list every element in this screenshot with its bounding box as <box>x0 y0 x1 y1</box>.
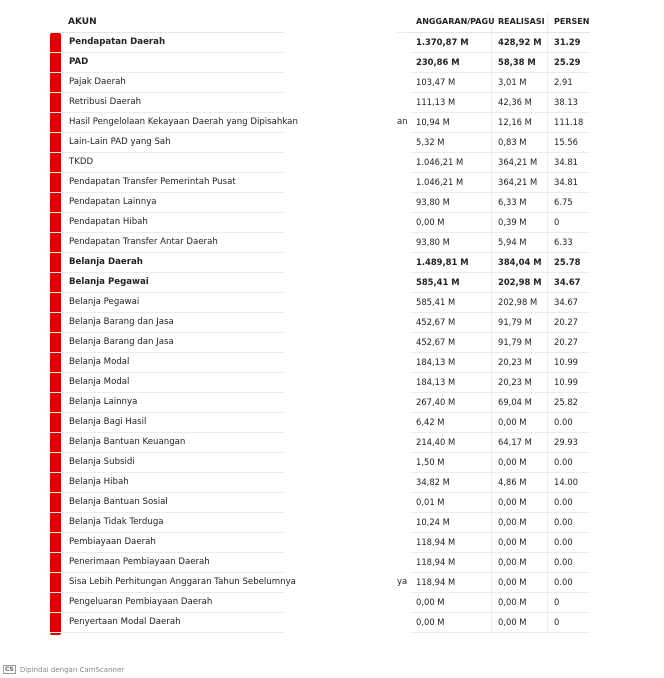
values-list <box>410 33 590 633</box>
values-row <box>410 313 590 333</box>
values-row <box>410 233 590 253</box>
anggaran-cell: 1.046,21 M <box>410 153 492 172</box>
realisasi-cell: 428,92 M <box>492 33 548 52</box>
anggaran-cell: 452,67 M <box>410 313 492 332</box>
values-row <box>410 373 590 393</box>
values-row <box>410 73 590 93</box>
camscanner-logo: CS <box>5 666 14 673</box>
anggaran-cell: 103,47 M <box>410 73 492 92</box>
persen-cell: 2.91 <box>554 77 573 87</box>
persen-cell: 34.67 <box>554 297 578 307</box>
values-row <box>410 533 590 553</box>
akun-row: Belanja Pegawai <box>50 293 284 313</box>
anggaran-cell: 0,00 M <box>410 613 492 632</box>
anggaran-cell: 0,01 M <box>410 493 492 512</box>
anggaran-cell: 93,80 M <box>410 193 492 212</box>
persen-cell: 0 <box>554 597 560 607</box>
values-row <box>410 213 590 233</box>
cropped-text-fragment: an <box>397 116 408 126</box>
persen-cell: 34.81 <box>554 157 578 167</box>
akun-row: Belanja Modal <box>50 373 284 393</box>
values-row <box>410 513 590 533</box>
cropped-text-fragment: ya <box>397 576 408 586</box>
anggaran-header: ANGGARAN/PAGU <box>410 12 492 32</box>
persen-cell: 0.00 <box>554 417 573 427</box>
values-row <box>410 613 590 633</box>
realisasi-cell: 91,79 M <box>492 333 548 352</box>
scanner-footer-text: Dipindai dengan CamScanner <box>19 665 125 674</box>
realisasi-cell: 0,00 M <box>492 613 548 632</box>
akun-row: PAD <box>50 53 284 73</box>
realisasi-cell: 202,98 M <box>492 293 548 312</box>
anggaran-cell: 118,94 M <box>410 533 492 552</box>
realisasi-cell: 0,00 M <box>492 493 548 512</box>
akun-row: Belanja Subsidi <box>50 453 284 473</box>
persen-cell: 0.00 <box>554 517 573 527</box>
persen-cell: 14.00 <box>554 477 578 487</box>
realisasi-cell: 0,00 M <box>492 573 548 592</box>
values-row <box>410 593 590 613</box>
realisasi-cell: 3,01 M <box>492 73 548 92</box>
persen-cell: 34.67 <box>554 277 581 287</box>
akun-row: Pengeluaran Pembiayaan Daerah <box>50 593 284 613</box>
akun-row: Pendapatan Transfer Pemerintah Pusat <box>50 173 284 193</box>
akun-row: Belanja Modal <box>50 353 284 373</box>
anggaran-cell: 1,50 M <box>410 453 492 472</box>
persen-cell: 25.78 <box>554 257 581 267</box>
values-row <box>410 93 590 113</box>
anggaran-cell: 214,40 M <box>410 433 492 452</box>
anggaran-cell: 6,42 M <box>410 413 492 432</box>
values-row <box>410 273 590 293</box>
realisasi-cell: 364,21 M <box>492 173 548 192</box>
realisasi-cell: 69,04 M <box>492 393 548 412</box>
persen-cell: 6.75 <box>554 197 573 207</box>
anggaran-cell: 34,82 M <box>410 473 492 492</box>
realisasi-cell: 0,00 M <box>492 413 548 432</box>
realisasi-cell: 4,86 M <box>492 473 548 492</box>
persen-cell: 31.29 <box>554 37 581 47</box>
akun-row: Belanja Bagi Hasil <box>50 413 284 433</box>
realisasi-cell: 5,94 M <box>492 233 548 252</box>
anggaran-cell: 1.370,87 M <box>410 33 492 52</box>
persen-cell: 0 <box>554 617 560 627</box>
realisasi-cell: 0,39 M <box>492 213 548 232</box>
akun-row: Belanja Hibah <box>50 473 284 493</box>
akun-row: Pendapatan Daerah <box>50 33 284 53</box>
akun-list <box>50 33 298 633</box>
persen-cell: 111.18 <box>554 117 584 127</box>
persen-cell: 38.13 <box>554 97 578 107</box>
values-row <box>410 353 590 373</box>
akun-row: Retribusi Daerah <box>50 93 284 113</box>
persen-cell: 34.81 <box>554 177 578 187</box>
akun-row: Belanja Barang dan Jasa <box>50 333 284 353</box>
anggaran-cell: 267,40 M <box>410 393 492 412</box>
values-row <box>410 493 590 513</box>
values-row <box>410 293 590 313</box>
akun-row: Belanja Bantuan Keuangan <box>50 433 284 453</box>
akun-row: Belanja Daerah <box>50 253 284 273</box>
akun-row: Belanja Lainnya <box>50 393 284 413</box>
realisasi-cell: 0,00 M <box>492 553 548 572</box>
akun-row: Penerimaan Pembiayaan Daerah <box>50 553 284 573</box>
values-row <box>410 33 590 53</box>
anggaran-cell: 452,67 M <box>410 333 492 352</box>
values-row <box>410 53 590 73</box>
persen-cell: 15.56 <box>554 137 578 147</box>
realisasi-cell: 0,00 M <box>492 453 548 472</box>
realisasi-cell: 364,21 M <box>492 153 548 172</box>
persen-cell: 10.99 <box>554 377 578 387</box>
values-row <box>410 333 590 353</box>
realisasi-cell: 202,98 M <box>492 273 548 292</box>
realisasi-cell: 20,23 M <box>492 373 548 392</box>
persen-cell: 0.00 <box>554 537 573 547</box>
anggaran-cell: 111,13 M <box>410 93 492 112</box>
anggaran-cell: 0,00 M <box>410 593 492 612</box>
anggaran-cell: 1.489,81 M <box>410 253 492 272</box>
anggaran-cell: 585,41 M <box>410 273 492 292</box>
anggaran-cell: 1.046,21 M <box>410 173 492 192</box>
realisasi-cell: 6,33 M <box>492 193 548 212</box>
anggaran-cell: 230,86 M <box>410 53 492 72</box>
values-row <box>410 193 590 213</box>
realisasi-cell: 384,04 M <box>492 253 548 272</box>
realisasi-header: REALISASI <box>492 12 548 32</box>
akun-row: Pembiayaan Daerah <box>50 533 284 553</box>
akun-row: Lain-Lain PAD yang Sah <box>50 133 284 153</box>
values-table <box>410 12 590 633</box>
values-row <box>410 113 590 133</box>
akun-table <box>50 12 298 633</box>
persen-cell: 0.00 <box>554 457 573 467</box>
values-row <box>410 133 590 153</box>
akun-row: Belanja Barang dan Jasa <box>50 313 284 333</box>
persen-cell: 0 <box>554 217 560 227</box>
akun-row: Belanja Bantuan Sosial <box>50 493 284 513</box>
anggaran-cell: 118,94 M <box>410 573 492 592</box>
akun-row: Belanja Pegawai <box>50 273 284 293</box>
anggaran-cell: 585,41 M <box>410 293 492 312</box>
values-row <box>410 153 590 173</box>
scanner-footer <box>3 665 124 674</box>
akun-header: AKUN <box>50 12 284 33</box>
realisasi-cell: 42,36 M <box>492 93 548 112</box>
values-row <box>410 573 590 593</box>
values-row <box>410 253 590 273</box>
values-row <box>410 553 590 573</box>
realisasi-cell: 91,79 M <box>492 313 548 332</box>
values-row <box>410 453 590 473</box>
akun-row: Pajak Daerah <box>50 73 284 93</box>
akun-row: TKDD <box>50 153 284 173</box>
akun-row: Pendapatan Hibah <box>50 213 284 233</box>
akun-row: Sisa Lebih Perhitungan Anggaran Tahun Sebelumnya <box>50 573 284 593</box>
anggaran-cell: 184,13 M <box>410 353 492 372</box>
akun-row: Belanja Tidak Terduga <box>50 513 284 533</box>
realisasi-cell: 58,38 M <box>492 53 548 72</box>
anggaran-cell: 184,13 M <box>410 373 492 392</box>
persen-cell: 20.27 <box>554 337 578 347</box>
realisasi-cell: 0,00 M <box>492 533 548 552</box>
realisasi-cell: 0,83 M <box>492 133 548 152</box>
persen-cell: 20.27 <box>554 317 578 327</box>
persen-cell: 10.99 <box>554 357 578 367</box>
anggaran-cell: 5,32 M <box>410 133 492 152</box>
realisasi-cell: 0,00 M <box>492 513 548 532</box>
realisasi-cell: 0,00 M <box>492 593 548 612</box>
realisasi-cell: 20,23 M <box>492 353 548 372</box>
values-row <box>410 413 590 433</box>
akun-row: Hasil Pengelolaan Kekayaan Daerah yang Dipisahkan <box>50 113 284 133</box>
realisasi-cell: 64,17 M <box>492 433 548 452</box>
anggaran-cell: 10,24 M <box>410 513 492 532</box>
persen-cell: 0.00 <box>554 577 573 587</box>
anggaran-cell: 0,00 M <box>410 213 492 232</box>
anggaran-cell: 93,80 M <box>410 233 492 252</box>
persen-cell: 6.33 <box>554 237 573 247</box>
akun-row: Penyertaan Modal Daerah <box>50 613 284 633</box>
persen-cell: 25.82 <box>554 397 578 407</box>
akun-row: Pendapatan Transfer Antar Daerah <box>50 233 284 253</box>
anggaran-cell: 118,94 M <box>410 553 492 572</box>
realisasi-cell: 12,16 M <box>492 113 548 132</box>
akun-row: Pendapatan Lainnya <box>50 193 284 213</box>
values-header <box>410 12 590 33</box>
persen-cell: 0.00 <box>554 557 573 567</box>
persen-header: PERSEN <box>554 17 590 26</box>
values-row <box>410 173 590 193</box>
values-row <box>410 433 590 453</box>
persen-cell: 29.93 <box>554 437 578 447</box>
anggaran-cell: 10,94 M <box>410 113 492 132</box>
persen-cell: 25.29 <box>554 57 581 67</box>
values-row <box>410 473 590 493</box>
persen-cell: 0.00 <box>554 497 573 507</box>
values-row <box>410 393 590 413</box>
